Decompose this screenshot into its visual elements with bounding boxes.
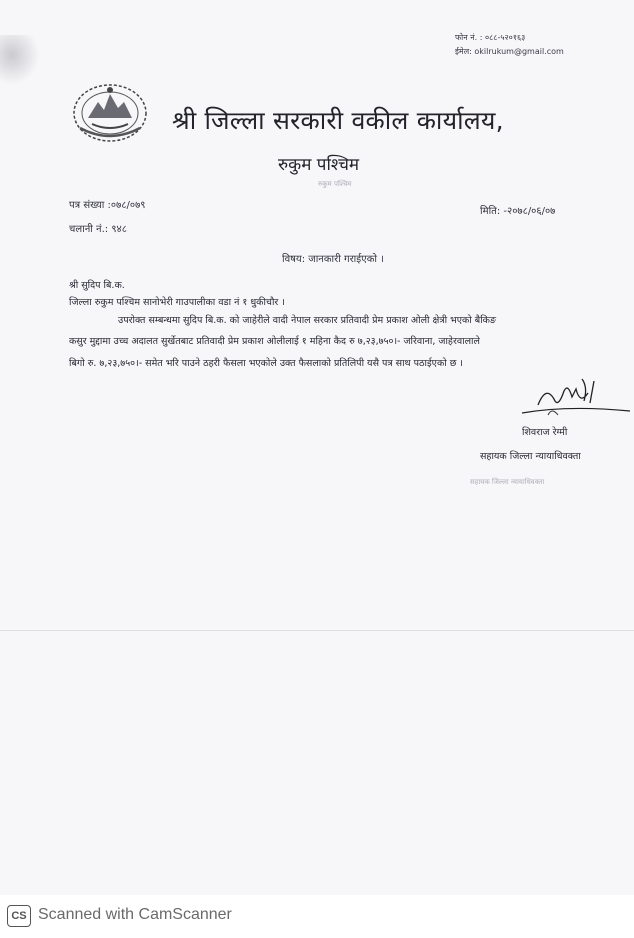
office-name-heading: श्री जिल्ला सरकारी वकील कार्यालय, — [172, 106, 504, 135]
letter-number: पत्र संख्या :०७८/०७९ — [69, 200, 146, 211]
office-stamp: रुकुम पश्चिम — [318, 180, 352, 188]
body-line-1: उपरोक्त सम्बन्धमा सुदिप बि.क. को जाहेरीले वादी नेपाल सरकार प्रतिवादी प्रेम प्रकाश ओली क्षेत्री भएको बैकिङ — [118, 315, 497, 326]
body-line-2: कसुर मुद्दामा उच्च अदालत सुर्खेतबाट प्रतिवादी प्रेम प्रकाश ओलीलाई १ महिना कैद रु ७,२३,७५०।- जरिवाना, जाहेरवालाले — [69, 336, 480, 347]
nepal-government-emblem-icon — [70, 80, 150, 146]
district-subheading: रुकुम पश्चिम — [278, 155, 360, 175]
recipient-name: श्री सुदिप बि.क. — [69, 280, 125, 291]
body-line-3: बिगो रु. ७,२३,७५०।- समेत भरि पाउने ठहरी फैसला भएकोले उक्त फैसलाको प्रतिलिपी यसै पत्र साथ पठाईएको छ । — [69, 358, 463, 369]
signatory-designation: सहायक जिल्ला न्यायाधिवक्ता — [480, 451, 581, 462]
signatory-name: शिवराज रेग्मी — [522, 427, 568, 438]
camscanner-logo-icon: CS — [7, 905, 31, 927]
dispatch-number: चलानी नं.: ९४८ — [69, 224, 127, 235]
handwritten-signature-icon — [518, 375, 634, 425]
letter-subject: विषय: जानकारी गराईएको । — [282, 254, 384, 265]
letter-date: मिति: -२०७८/०६/०७ — [480, 206, 556, 217]
scan-smudge — [0, 35, 40, 85]
recipient-address: जिल्ला रुकुम पश्चिम सानोभेरी गाउपालीका वडा नं १ धुकीचौर । — [69, 297, 285, 308]
signatory-stamp: सहायक जिल्ला न्यायाधिवक्ता — [470, 478, 545, 486]
phone-number: फोन नं. : ०८८-५२०१६३ — [455, 33, 526, 42]
scanner-watermark: Scanned with CamScanner — [38, 906, 232, 923]
page-fold-line — [0, 630, 634, 631]
email-address: ईमेल: okilrukum@gmail.com — [455, 47, 564, 56]
